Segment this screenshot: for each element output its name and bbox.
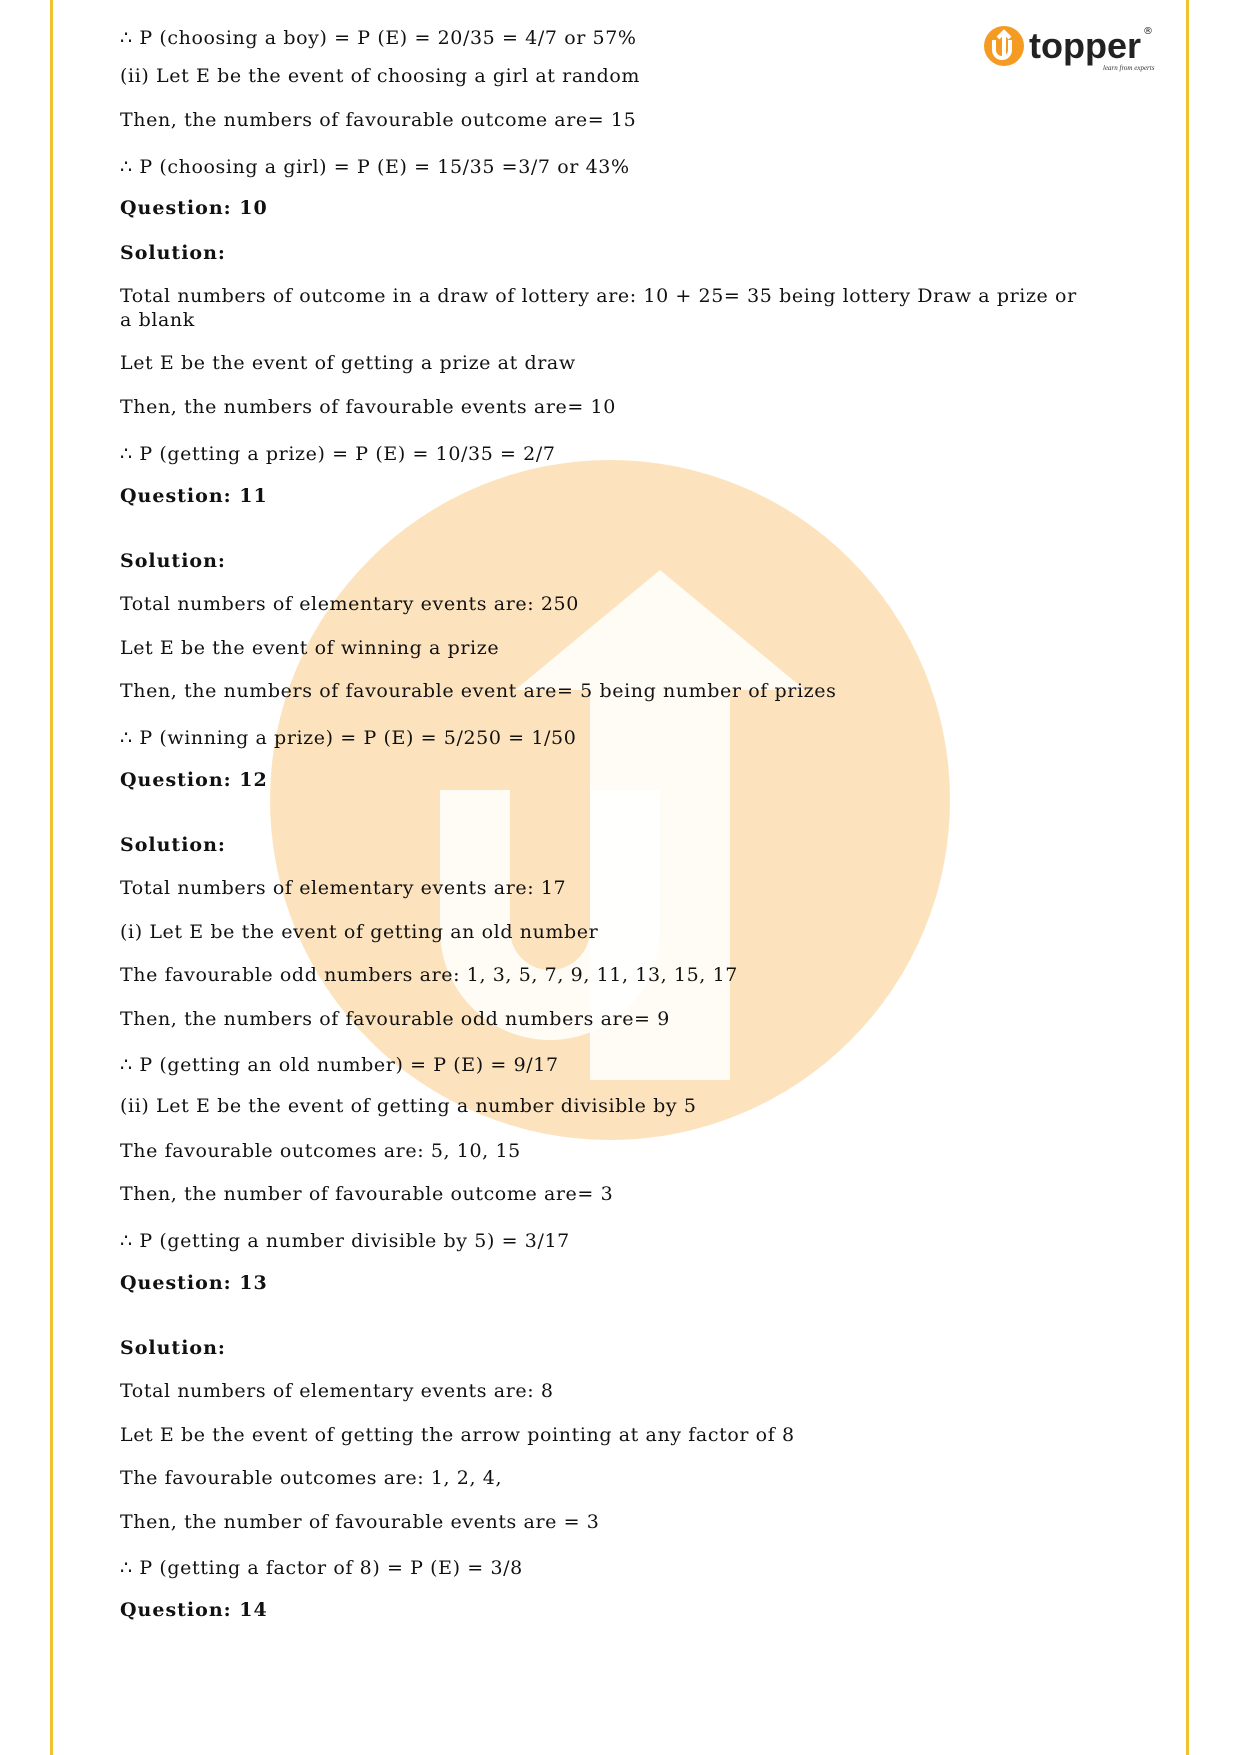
body-text: The favourable outcomes are: 1, 2, 4, — [120, 1467, 503, 1489]
svg-text:learn from experts: learn from experts — [1103, 64, 1155, 72]
body-text: ∴ P (getting a prize) = P (E) = 10/35 = 2/7 — [120, 443, 556, 465]
body-text: Then, the numbers of favourable outcome are= 15 — [120, 109, 637, 131]
question-heading: Question: 11 — [120, 485, 268, 507]
body-text: ∴ P (choosing a boy) = P (E) = 20/35 = 4/7 or 57% — [120, 27, 637, 49]
body-text: (ii) Let E be the event of choosing a girl at random — [120, 65, 641, 87]
question-heading: Question: 14 — [120, 1599, 268, 1621]
body-text: Then, the number of favourable events are = 3 — [120, 1511, 600, 1533]
body-text: Total numbers of elementary events are: 250 — [120, 593, 579, 615]
body-text: ∴ P (getting a number divisible by 5) = 3/17 — [120, 1230, 570, 1252]
solution-heading: Solution: — [120, 242, 226, 264]
body-text: Then, the numbers of favourable events are= 10 — [120, 396, 616, 418]
body-text: ∴ P (getting a factor of 8) = P (E) = 3/8 — [120, 1557, 523, 1579]
body-text: (i) Let E be the event of getting an old number — [120, 921, 599, 943]
body-text: Total numbers of outcome in a draw of lottery are: 10 + 25= 35 being lottery Draw a prize or a blank — [120, 285, 1077, 331]
body-text: Total numbers of elementary events are: 17 — [120, 877, 567, 899]
svg-text:®: ® — [1143, 26, 1153, 37]
svg-text:topper: topper — [1029, 25, 1141, 66]
solution-heading: Solution: — [120, 834, 226, 856]
question-heading: Question: 12 — [120, 769, 268, 791]
body-text: ∴ P (getting an old number) = P (E) = 9/17 — [120, 1054, 559, 1076]
body-text: Total numbers of elementary events are: 8 — [120, 1380, 554, 1402]
question-heading: Question: 10 — [120, 197, 268, 219]
body-text: Then, the numbers of favourable event are= 5 being number of prizes — [120, 680, 837, 702]
body-text: (ii) Let E be the event of getting a number divisible by 5 — [120, 1095, 697, 1117]
body-text: ∴ P (choosing a girl) = P (E) = 15/35 =3/7 or 43% — [120, 156, 630, 178]
solution-heading: Solution: — [120, 1337, 226, 1359]
body-text: Let E be the event of winning a prize — [120, 637, 500, 659]
body-text: Then, the numbers of favourable odd numbers are= 9 — [120, 1008, 670, 1030]
body-text: Let E be the event of getting a prize at draw — [120, 352, 576, 374]
question-heading: Question: 13 — [120, 1272, 268, 1294]
body-text: The favourable outcomes are: 5, 10, 15 — [120, 1140, 521, 1162]
body-text: Then, the number of favourable outcome are= 3 — [120, 1183, 614, 1205]
solution-heading: Solution: — [120, 550, 226, 572]
page-border-left — [50, 0, 53, 1755]
body-text: Let E be the event of getting the arrow pointing at any factor of 8 — [120, 1424, 795, 1446]
body-text: ∴ P (winning a prize) = P (E) = 5/250 = 1/50 — [120, 727, 577, 749]
page-border-right — [1186, 0, 1189, 1755]
body-text: The favourable odd numbers are: 1, 3, 5, 7, 9, 11, 13, 15, 17 — [120, 964, 738, 986]
